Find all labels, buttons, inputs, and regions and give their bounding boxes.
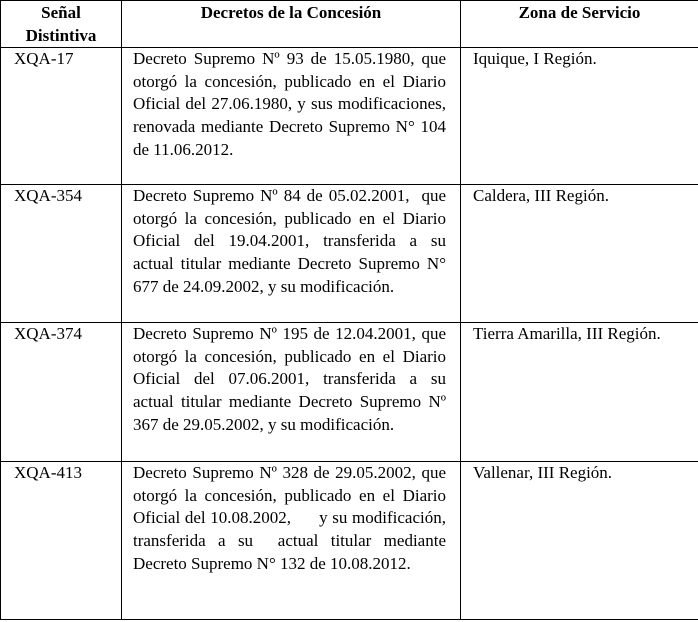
zone-cell: Tierra Amarilla, III Región. xyxy=(461,323,698,462)
signal-cell: XQA-354 xyxy=(1,185,122,323)
decree-cell xyxy=(122,462,461,620)
header-row xyxy=(1,1,698,48)
header-signal: Señal Distintiva xyxy=(1,1,122,48)
table-row xyxy=(1,462,698,620)
decree-cell xyxy=(122,185,461,323)
decree-cell xyxy=(122,48,461,185)
signal-cell: XQA-374 xyxy=(1,323,122,462)
signal-cell: XQA-17 xyxy=(1,48,122,185)
zone-cell: Caldera, III Región. xyxy=(461,185,698,323)
header-zone: Zona de Servicio xyxy=(461,1,698,48)
zone-cell: Iquique, I Región. xyxy=(461,48,698,185)
decree-text: Decreto Supremo Nº 84 de 05.02.2001, que otorgó la concesión, publicado en el Diario Oficial del 19.04.2001, transferida a su actual titular mediante Decreto Supremo N° 677 de 24.09.2002, y su modificación. xyxy=(133,186,455,296)
signal-cell: XQA-413 xyxy=(1,462,122,620)
decree-text: Decreto Supremo Nº 328 de 29.05.2002, que otorgó la concesión, publicado en el Diario Oficial del 10.08.2002, y su modificación, transferida a su actual titular mediante Decreto Supremo N° 132 de 10.08.2012. xyxy=(133,463,451,573)
decree-cell xyxy=(122,323,461,462)
table-row xyxy=(1,323,698,462)
table-row xyxy=(1,185,698,323)
zone-cell: Vallenar, III Región. xyxy=(461,462,698,620)
table-row xyxy=(1,48,698,185)
header-decrees: Decretos de la Concesión xyxy=(122,1,461,48)
decree-text: Decreto Supremo Nº 195 de 12.04.2001, que otorgó la concesión, publicado en el Diario Oficial del 07.06.2001, transferida a su actual titular mediante Decreto Supremo Nº 367 de 29.05.2002, y su modificación. xyxy=(133,324,455,434)
decree-text: Decreto Supremo Nº 93 de 15.05.1980, que otorgó la concesión, publicado en el Diario Oficial del 27.06.1980, y sus modificaciones, renovada mediante Decreto Supremo N° 104 de 11.06.2012. xyxy=(133,49,451,159)
